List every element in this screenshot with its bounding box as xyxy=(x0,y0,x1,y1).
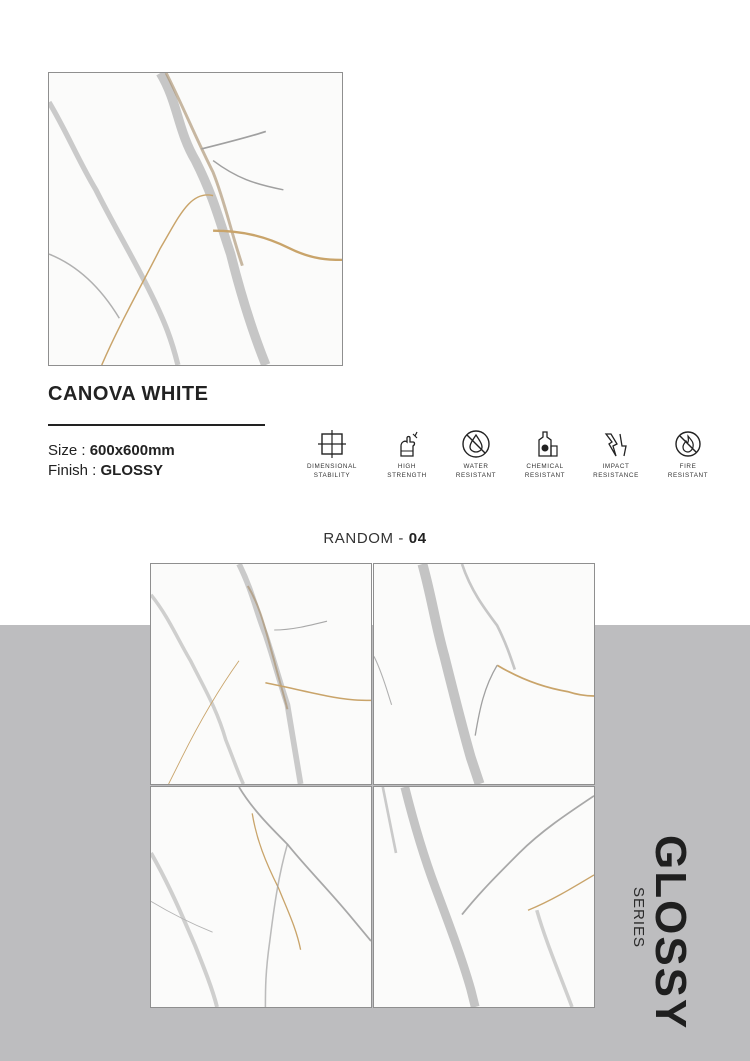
feature-chemical-resistant xyxy=(509,428,581,480)
feature-dimensional-stability xyxy=(296,428,368,480)
size-label: Size : xyxy=(48,442,90,459)
feature-label: CHEMICAL RESISTANT xyxy=(524,463,566,479)
finish-value: GLOSSY xyxy=(100,462,164,479)
impact-resistance-icon xyxy=(600,428,632,460)
hero-tile-image xyxy=(48,72,343,366)
feature-impact-resistance xyxy=(580,428,652,480)
series-label xyxy=(622,835,695,1031)
high-strength-icon xyxy=(391,428,423,460)
feature-high-strength xyxy=(371,428,443,480)
feature-water-resistant xyxy=(440,428,512,480)
finish-spec xyxy=(48,462,163,479)
random-tile-1 xyxy=(150,563,372,785)
random-label-text: RANDOM - xyxy=(323,530,409,547)
random-tile-3 xyxy=(150,786,372,1008)
product-name: CANOVA WHITE xyxy=(48,383,209,405)
random-tile-4 xyxy=(373,786,595,1008)
random-tile-2 xyxy=(373,563,595,785)
feature-label: FIRE RESISTANT xyxy=(667,463,709,479)
fire-resistant-icon xyxy=(672,428,704,460)
feature-label: WATER RESISTANT xyxy=(455,463,497,479)
series-suffix: SERIES xyxy=(630,887,647,949)
dimensional-stability-icon xyxy=(316,428,348,460)
chemical-resistant-icon xyxy=(529,428,561,460)
size-spec xyxy=(48,442,175,459)
water-resistant-icon xyxy=(460,428,492,460)
random-layout-label xyxy=(0,530,750,547)
feature-fire-resistant xyxy=(652,428,724,480)
feature-label: IMPACT RESISTANCE xyxy=(593,463,639,479)
random-count: 04 xyxy=(408,530,427,547)
series-name: GLOSSY xyxy=(646,835,695,1031)
finish-label: Finish : xyxy=(48,462,101,479)
feature-label: DIMENSIONAL STABILITY xyxy=(307,463,357,479)
title-divider xyxy=(48,424,265,426)
size-value: 600x600mm xyxy=(89,442,175,459)
feature-label: HIGH STRENGTH xyxy=(387,463,427,479)
